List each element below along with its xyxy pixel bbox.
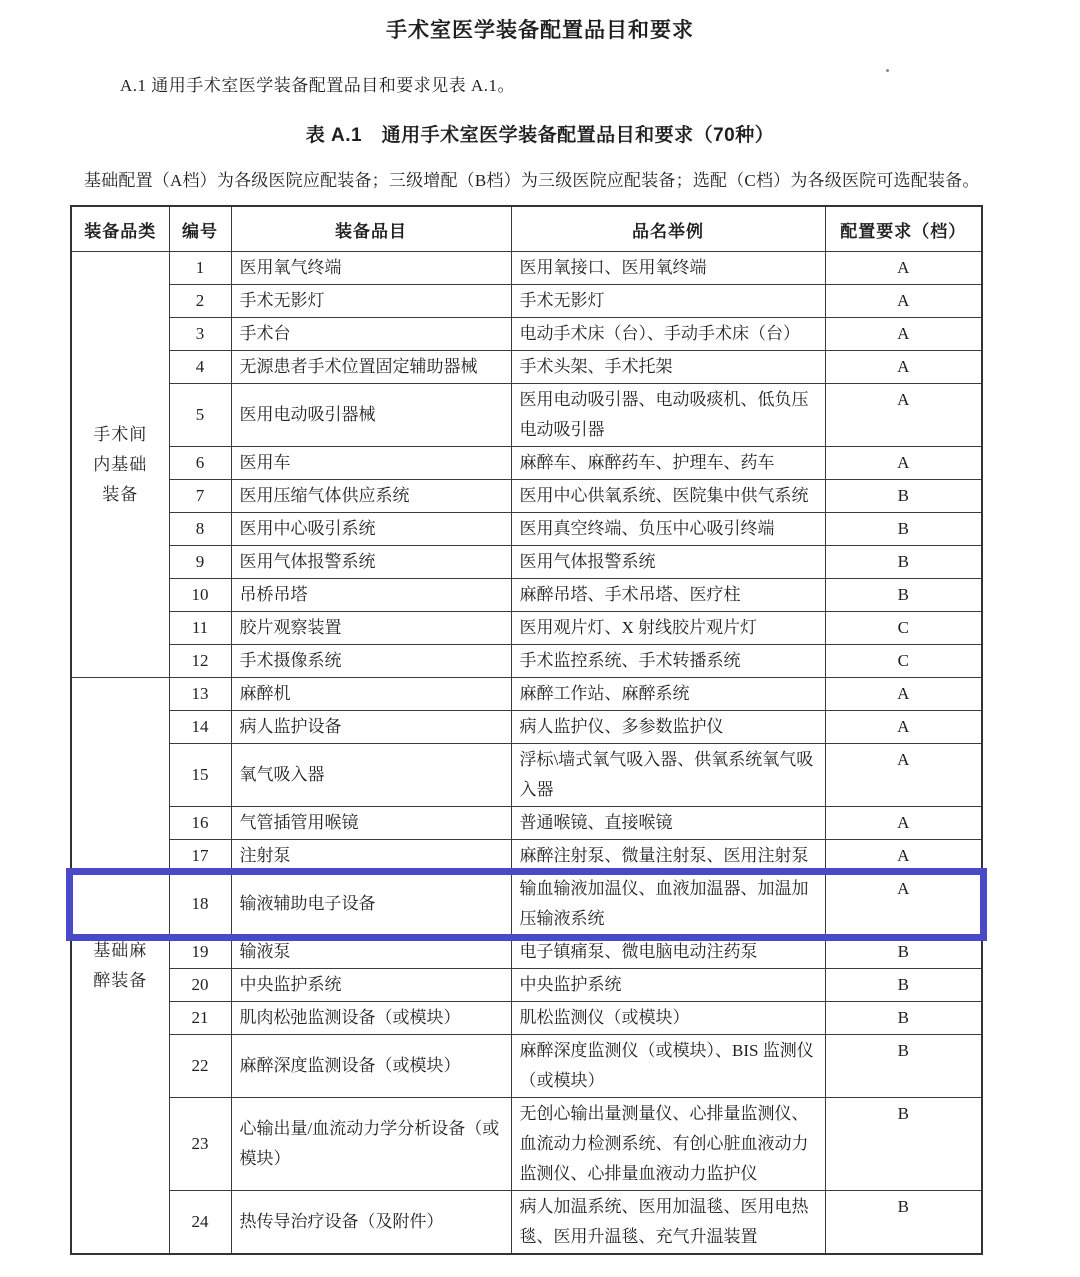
product-examples: 病人监护仪、多参数监护仪 xyxy=(511,711,825,744)
row-number: 21 xyxy=(169,1002,231,1035)
product-examples: 浮标\墙式氧气吸入器、供氧系统氧气吸入器 xyxy=(511,744,825,807)
row-number: 12 xyxy=(169,645,231,678)
config-grade: B xyxy=(825,1098,982,1191)
config-grade: A xyxy=(825,711,982,744)
table-row xyxy=(71,579,982,612)
page-title: 手术室医学装备配置品目和要求 xyxy=(386,19,694,42)
column-header-category: 装备品类 xyxy=(71,206,169,252)
product-examples: 医用气体报警系统 xyxy=(511,546,825,579)
equipment-item: 输液泵 xyxy=(231,936,511,969)
equipment-item: 手术摄像系统 xyxy=(231,645,511,678)
row-number: 8 xyxy=(169,513,231,546)
table-row xyxy=(71,936,982,969)
equipment-item: 麻醉深度监测设备（或模块） xyxy=(231,1035,511,1098)
table-row xyxy=(71,252,982,285)
config-grade: A xyxy=(825,318,982,351)
row-number: 7 xyxy=(169,480,231,513)
config-grade: B xyxy=(825,1191,982,1255)
column-header-grade: 配置要求（档） xyxy=(825,206,982,252)
config-grade: B xyxy=(825,1002,982,1035)
row-number: 17 xyxy=(169,840,231,873)
table-row xyxy=(71,480,982,513)
config-grade: A xyxy=(825,351,982,384)
product-examples: 电子镇痛泵、微电脑电动注药泵 xyxy=(511,936,825,969)
equipment-item: 心输出量/血流动力学分析设备（或模块） xyxy=(231,1098,511,1191)
product-examples: 手术无影灯 xyxy=(511,285,825,318)
table-row xyxy=(71,612,982,645)
product-examples: 普通喉镜、直接喉镜 xyxy=(511,807,825,840)
row-number: 4 xyxy=(169,351,231,384)
row-number: 6 xyxy=(169,447,231,480)
product-examples: 肌松监测仪（或模块） xyxy=(511,1002,825,1035)
config-grade: A xyxy=(825,873,982,936)
config-grade: C xyxy=(825,612,982,645)
config-grade: B xyxy=(825,546,982,579)
table-caption: 表 A.1 通用手术室医学装备配置品目和要求（70种） xyxy=(305,125,775,146)
table-row xyxy=(71,1098,982,1191)
table-row xyxy=(71,447,982,480)
equipment-item: 气管插管用喉镜 xyxy=(231,807,511,840)
table-row xyxy=(71,744,982,807)
table-row xyxy=(71,711,982,744)
row-number: 15 xyxy=(169,744,231,807)
equipment-item: 手术台 xyxy=(231,318,511,351)
equipment-item: 医用气体报警系统 xyxy=(231,546,511,579)
config-grade: B xyxy=(825,579,982,612)
row-number: 9 xyxy=(169,546,231,579)
column-header-examples: 品名举例 xyxy=(511,206,825,252)
config-grade: A xyxy=(825,678,982,711)
equipment-item: 肌肉松弛监测设备（或模块） xyxy=(231,1002,511,1035)
config-grade: A xyxy=(825,285,982,318)
config-grade: A xyxy=(825,744,982,807)
row-number: 23 xyxy=(169,1098,231,1191)
equipment-table xyxy=(70,205,983,1255)
equipment-item: 医用车 xyxy=(231,447,511,480)
table-note: 基础配置（A档）为各级医院应配装备；三级增配（B档）为三级医院应配装备；选配（C档）为各级医院可选配装备。 xyxy=(84,171,980,190)
equipment-item: 吊桥吊塔 xyxy=(231,579,511,612)
table-row xyxy=(71,807,982,840)
product-examples: 输血输液加温仪、血液加温器、加温加压输液系统 xyxy=(511,873,825,936)
table-row xyxy=(71,1002,982,1035)
product-examples: 病人加温系统、医用加温毯、医用电热毯、医用升温毯、充气升温装置 xyxy=(511,1191,825,1255)
table-row xyxy=(71,351,982,384)
product-examples: 无创心输出量测量仪、心排量监测仪、血流动力检测系统、有创心脏血液动力监测仪、心排量血液动力监护仪 xyxy=(511,1098,825,1191)
header-row xyxy=(71,206,982,252)
equipment-item: 热传导治疗设备（及附件） xyxy=(231,1191,511,1255)
table-row xyxy=(71,1035,982,1098)
category-cell: 基础麻醉装备 xyxy=(71,678,169,1255)
table-row xyxy=(71,969,982,1002)
equipment-item: 中央监护系统 xyxy=(231,969,511,1002)
product-examples: 麻醉工作站、麻醉系统 xyxy=(511,678,825,711)
product-examples: 手术监控系统、手术转播系统 xyxy=(511,645,825,678)
row-number: 10 xyxy=(169,579,231,612)
row-number: 13 xyxy=(169,678,231,711)
table-row xyxy=(71,546,982,579)
config-grade: B xyxy=(825,480,982,513)
equipment-item: 注射泵 xyxy=(231,840,511,873)
column-header-item: 装备品目 xyxy=(231,206,511,252)
product-examples: 医用氧接口、医用氧终端 xyxy=(511,252,825,285)
row-number: 16 xyxy=(169,807,231,840)
row-number: 5 xyxy=(169,384,231,447)
config-grade: B xyxy=(825,1035,982,1098)
row-number: 22 xyxy=(169,1035,231,1098)
config-grade: A xyxy=(825,807,982,840)
equipment-item: 氧气吸入器 xyxy=(231,744,511,807)
config-grade: B xyxy=(825,936,982,969)
scan-artifact-dot xyxy=(886,69,889,72)
config-grade: B xyxy=(825,969,982,1002)
equipment-item: 胶片观察装置 xyxy=(231,612,511,645)
equipment-item: 输液辅助电子设备 xyxy=(231,873,511,936)
product-examples: 麻醉吊塔、手术吊塔、医疗柱 xyxy=(511,579,825,612)
row-number: 14 xyxy=(169,711,231,744)
row-number: 19 xyxy=(169,936,231,969)
config-grade: C xyxy=(825,645,982,678)
equipment-item: 医用压缩气体供应系统 xyxy=(231,480,511,513)
row-number: 11 xyxy=(169,612,231,645)
table-row xyxy=(71,645,982,678)
table-row xyxy=(71,840,982,873)
equipment-item: 医用中心吸引系统 xyxy=(231,513,511,546)
table-row xyxy=(71,513,982,546)
config-grade: A xyxy=(825,840,982,873)
table-row xyxy=(71,678,982,711)
section-intro: A.1 通用手术室医学装备配置品目和要求见表 A.1。 xyxy=(120,76,516,95)
row-number: 1 xyxy=(169,252,231,285)
table-row xyxy=(71,318,982,351)
product-examples: 医用观片灯、X 射线胶片观片灯 xyxy=(511,612,825,645)
config-grade: B xyxy=(825,513,982,546)
product-examples: 电动手术床（台）、手动手术床（台） xyxy=(511,318,825,351)
product-examples: 医用电动吸引器、电动吸痰机、低负压电动吸引器 xyxy=(511,384,825,447)
equipment-item: 无源患者手术位置固定辅助器械 xyxy=(231,351,511,384)
table-row xyxy=(71,1191,982,1255)
row-number: 2 xyxy=(169,285,231,318)
equipment-item: 病人监护设备 xyxy=(231,711,511,744)
equipment-item: 麻醉机 xyxy=(231,678,511,711)
product-examples: 麻醉深度监测仪（或模块）、BIS 监测仪（或模块） xyxy=(511,1035,825,1098)
row-number: 20 xyxy=(169,969,231,1002)
highlighted-table-row xyxy=(71,873,982,936)
table-row xyxy=(71,285,982,318)
product-examples: 手术头架、手术托架 xyxy=(511,351,825,384)
config-grade: A xyxy=(825,252,982,285)
row-number: 24 xyxy=(169,1191,231,1255)
equipment-item: 医用氧气终端 xyxy=(231,252,511,285)
product-examples: 麻醉车、麻醉药车、护理车、药车 xyxy=(511,447,825,480)
table-row xyxy=(71,384,982,447)
config-grade: A xyxy=(825,447,982,480)
equipment-item: 医用电动吸引器械 xyxy=(231,384,511,447)
row-number: 18 xyxy=(169,873,231,936)
column-header-number: 编号 xyxy=(169,206,231,252)
product-examples: 中央监护系统 xyxy=(511,969,825,1002)
category-cell: 手术间内基础装备 xyxy=(71,252,169,678)
row-number: 3 xyxy=(169,318,231,351)
config-grade: A xyxy=(825,384,982,447)
product-examples: 医用真空终端、负压中心吸引终端 xyxy=(511,513,825,546)
product-examples: 麻醉注射泵、微量注射泵、医用注射泵 xyxy=(511,840,825,873)
equipment-item: 手术无影灯 xyxy=(231,285,511,318)
product-examples: 医用中心供氧系统、医院集中供气系统 xyxy=(511,480,825,513)
